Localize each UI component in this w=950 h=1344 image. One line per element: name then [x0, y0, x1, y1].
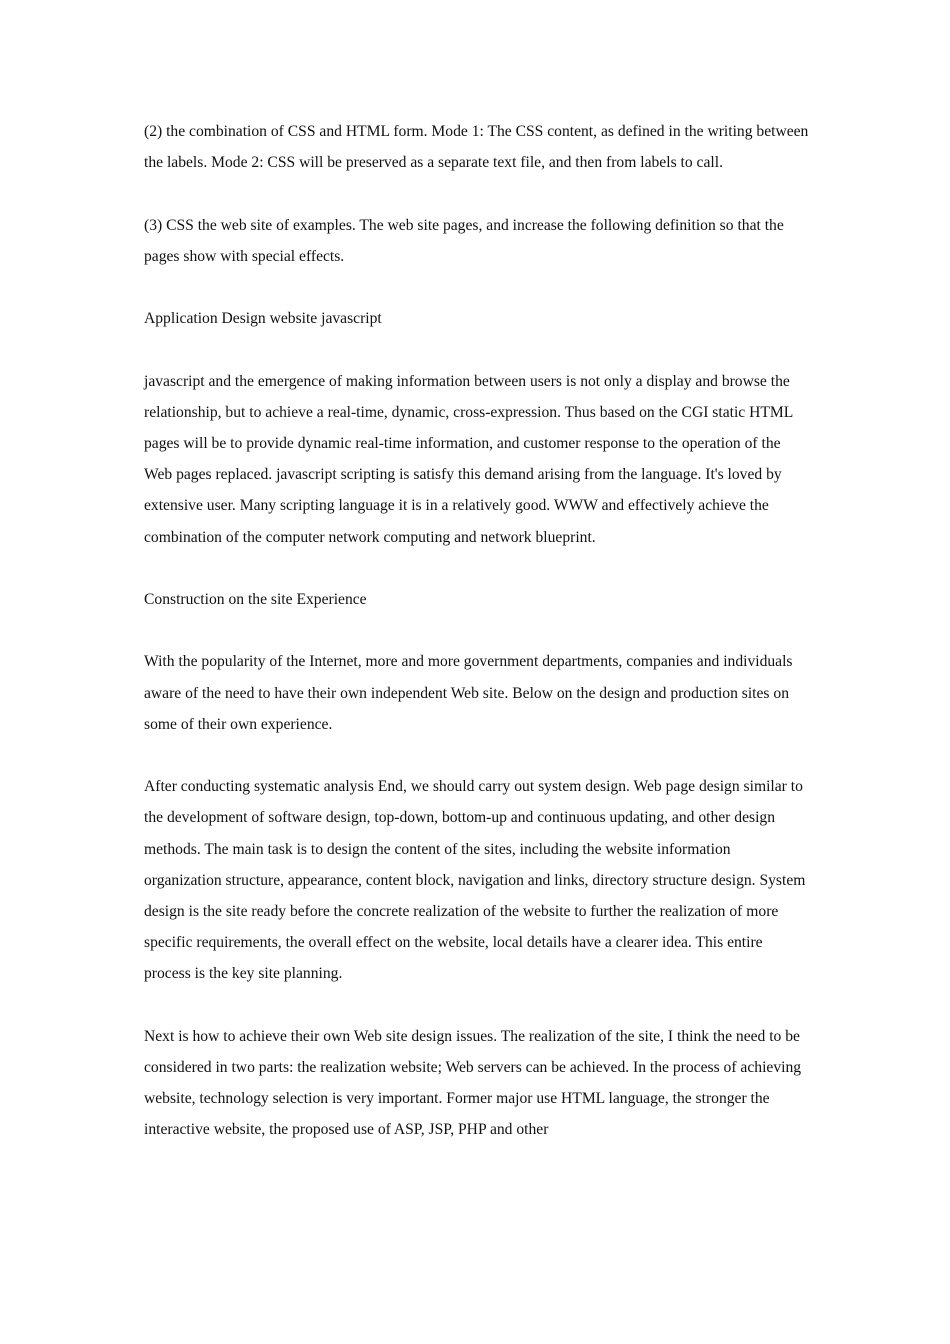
document-body — [144, 116, 810, 1177]
paragraph-site-realization: Next is how to achieve their own Web site design issues. The realization of the site, I think the need to be considered in two parts: the realization website; Web servers can be achieved. In the process of achieving website, technology selection is very important. Former major use HTML language, the stronger the interactive website, the proposed use of ASP, JSP, PHP and other — [144, 1027, 802, 1139]
paragraph-internet-popularity: With the popularity of the Internet, more and more government departments, companies and individuals aware of the need to have their own independent Web site. Below on the design and production sites on some of their own experience. — [144, 653, 793, 733]
heading-construction-experience: Construction on the site Experience — [144, 590, 367, 608]
heading-application-design-javascript: Application Design website javascript — [144, 310, 382, 328]
paragraph-css-examples: (3) CSS the web site of examples. The web site pages, and increase the following definition so that the pages show with special effects. — [144, 216, 784, 265]
paragraph-javascript: javascript and the emergence of making information between users is not only a display and browse the relationship, but to achieve a real-time, dynamic, cross-expression. Thus based on the CGI static HTML pages will be to provide dynamic real-time information, and customer response to the operation of the Web pages replaced. javascript scripting is satisfy this demand arising from the language. It's loved by extensive user. Many scripting language it is in a relatively good. WWW and effectively achieve the combination of the computer network computing and network blueprint. — [144, 372, 793, 546]
paragraph-css-html-combination: (2) the combination of CSS and HTML form. Mode 1: The CSS content, as defined in the writing between the labels. Mode 2: CSS will be preserved as a separate text file, and then from labels to call. — [144, 123, 809, 172]
paragraph-system-design: After conducting systematic analysis End, we should carry out system design. Web page design similar to the development of software design, top-down, bottom-up and continuous updating, and other design methods. The main task is to design the content of the sites, including the website information organization structure, appearance, content block, navigation and links, directory structure design. System design is the site ready before the concrete realization of the website to further the realization of more specific requirements, the overall effect on the website, local details have a clearer idea. This entire process is the key site planning. — [144, 778, 806, 983]
